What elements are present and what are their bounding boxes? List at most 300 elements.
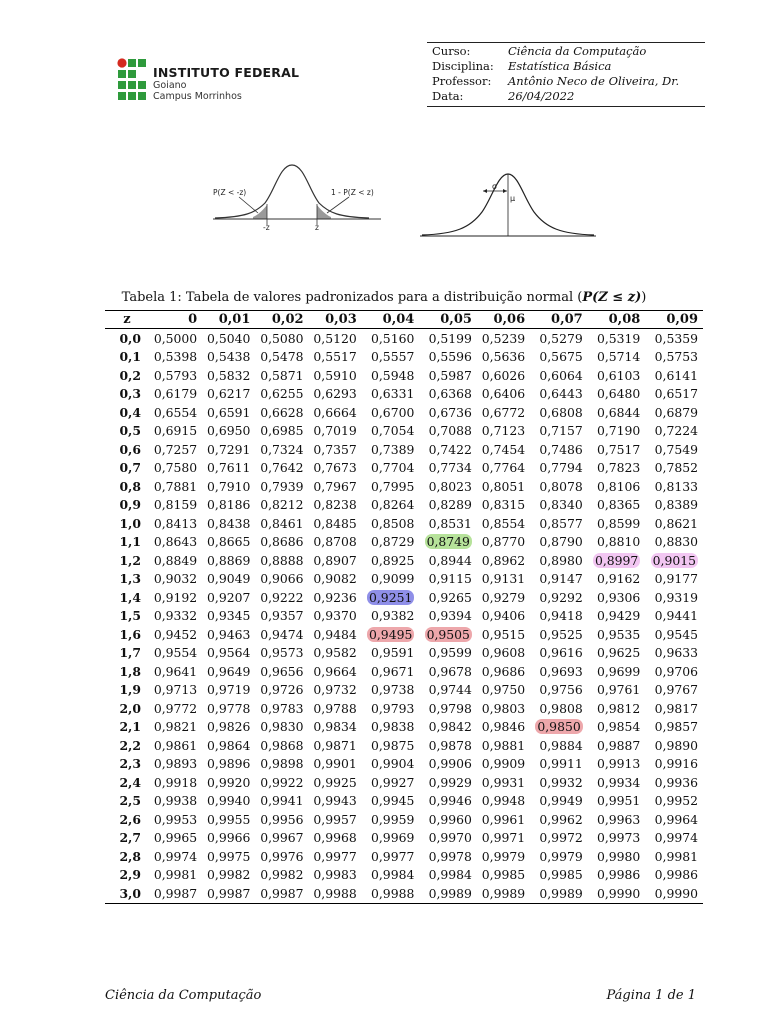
table-cell: 0,9971 — [481, 830, 526, 846]
table-row — [105, 681, 703, 700]
table-cell: 0,9986 — [596, 867, 641, 883]
table-cell: 0,5753 — [654, 349, 698, 365]
info-row-date — [427, 89, 705, 104]
table-row — [105, 403, 703, 422]
table-cell: 0,9778 — [207, 700, 251, 716]
table-cell: 0,8340 — [539, 497, 583, 513]
table-row — [105, 422, 703, 441]
table-cell: 0,9963 — [596, 811, 641, 827]
table-cell: 0,6179 — [153, 386, 198, 402]
table-cell: 0,8051 — [481, 478, 526, 494]
table-cell: 0,8554 — [481, 515, 526, 531]
table-cell: 0,9956 — [260, 811, 304, 827]
table-row — [105, 533, 703, 552]
table-cell: 0,7224 — [654, 423, 698, 439]
table-cell: 0,9952 — [654, 793, 698, 809]
table-cell: 0,8962 — [481, 552, 526, 568]
table-cell: 0,6331 — [370, 386, 415, 402]
table-cell: 0,9983 — [313, 867, 357, 883]
table-cell: 0,9901 — [313, 756, 357, 772]
table-row — [105, 699, 703, 718]
info-value: 26/04/2022 — [508, 89, 575, 103]
table-cell: 0,9968 — [313, 830, 357, 846]
table-cell: 0,9961 — [481, 811, 526, 827]
table-cell: 0,9941 — [260, 793, 304, 809]
table-row — [105, 810, 703, 829]
table-cell: 0,9977 — [313, 848, 357, 864]
table-cell: 0,9463 — [207, 626, 251, 642]
highlighted-value: 0,9850 — [537, 719, 581, 735]
table-cell: 0,7257 — [153, 441, 198, 457]
table-cell: 0,9545 — [654, 626, 698, 642]
table-cell: 0,5080 — [260, 330, 304, 346]
info-value: Estatística Básica — [508, 59, 612, 73]
table-cell: 0,9980 — [596, 848, 641, 864]
column-header: 0,01 — [202, 311, 255, 329]
table-cell: 0,8413 — [153, 515, 198, 531]
info-key: Professor: — [432, 74, 492, 88]
table-cell: 0,5948 — [370, 367, 415, 383]
table-row — [105, 847, 703, 866]
logo-title: INSTITUTO FEDERAL — [153, 65, 300, 80]
table-cell: 0,9474 — [260, 626, 304, 642]
row-z-value: 2,2 — [119, 737, 141, 753]
column-header: 0,08 — [588, 311, 646, 329]
table-row — [105, 644, 703, 663]
table-cell: 0,8888 — [260, 552, 304, 568]
table-cell: 0,7764 — [481, 460, 526, 476]
table-cell: 0,9838 — [370, 719, 415, 735]
table-cell: 0,5793 — [153, 367, 198, 383]
info-key: Curso: — [432, 44, 471, 58]
table-cell: 0,8830 — [654, 534, 698, 550]
table-cell: 0,9306 — [596, 589, 641, 605]
table-cell: 0,8389 — [654, 497, 698, 513]
table-cell: 0,5120 — [313, 330, 357, 346]
highlighted-value: 0,9251 — [368, 589, 413, 605]
table-header-row — [105, 311, 703, 329]
row-z-value: 1,6 — [119, 626, 141, 642]
table-cell: 0,9319 — [654, 589, 698, 605]
table-cell: 0,7389 — [370, 441, 415, 457]
table-cell: 0,9649 — [207, 663, 251, 679]
table-cell: 0,9535 — [596, 626, 641, 642]
table-row — [105, 588, 703, 607]
column-header: 0,09 — [645, 311, 703, 329]
table-cell — [419, 533, 477, 552]
table-cell: 0,9925 — [313, 774, 357, 790]
table-cell: 0,9564 — [207, 645, 251, 661]
highlighted-value: 0,8997 — [594, 552, 639, 568]
row-z-value: 1,7 — [119, 645, 141, 661]
table-cell: 0,8133 — [654, 478, 698, 494]
table-cell: 0,7939 — [260, 478, 304, 494]
table-cell: 0,9982 — [207, 867, 251, 883]
course-info — [427, 42, 705, 107]
table-row — [105, 829, 703, 848]
table-cell: 0,9974 — [153, 848, 198, 864]
table-cell: 0,9192 — [153, 589, 198, 605]
table-cell: 0,9515 — [481, 626, 526, 642]
column-header: 0,03 — [309, 311, 362, 329]
row-z-value: 1,9 — [119, 682, 141, 698]
table-cell: 0,9951 — [596, 793, 641, 809]
table-cell: 0,8621 — [654, 515, 698, 531]
table-cell: 0,9953 — [153, 811, 198, 827]
table-cell: 0,9989 — [419, 884, 477, 903]
table-cell: 0,6772 — [481, 404, 526, 420]
table-cell: 0,7995 — [370, 478, 415, 494]
table-cell: 0,8599 — [596, 515, 641, 531]
table-cell: 0,9898 — [260, 756, 304, 772]
table-cell: 0,9693 — [539, 663, 583, 679]
table-cell: 0,9934 — [596, 774, 641, 790]
table-cell: 0,8869 — [207, 552, 251, 568]
table-cell: 0,9932 — [539, 774, 583, 790]
table-cell: 0,6141 — [654, 367, 698, 383]
table-cell: 0,6985 — [260, 423, 304, 439]
table-cell: 0,8770 — [481, 534, 526, 550]
table-cell: 0,9913 — [596, 756, 641, 772]
info-value: Antônio Neco de Oliveira, Dr. — [508, 74, 680, 88]
table-cell: 0,9887 — [596, 737, 641, 753]
table-cell: 0,9986 — [654, 867, 698, 883]
normal-distribution-table — [105, 310, 703, 904]
table-cell: 0,9641 — [153, 663, 198, 679]
table-cell: 0,9977 — [370, 848, 415, 864]
table-cell — [362, 625, 420, 644]
table-cell: 0,7580 — [153, 460, 198, 476]
table-cell: 0,9719 — [207, 682, 251, 698]
row-z-value: 0,6 — [119, 441, 141, 457]
table-cell: 0,9896 — [207, 756, 251, 772]
table-cell: 0,6736 — [428, 404, 472, 420]
table-cell: 0,8365 — [596, 497, 641, 513]
table-cell: 0,9973 — [596, 830, 641, 846]
label-tick-right: z — [315, 223, 319, 232]
table-row — [105, 459, 703, 478]
label-left-tail: P(Z < -z) — [213, 188, 247, 197]
table-cell: 0,9975 — [207, 848, 251, 864]
row-z-value: 0,0 — [119, 330, 141, 346]
table-cell: 0,9744 — [428, 682, 472, 698]
table-cell: 0,5636 — [481, 349, 526, 365]
table-cell: 0,6217 — [207, 386, 251, 402]
table-cell: 0,7357 — [313, 441, 357, 457]
table-cell: 0,5359 — [654, 330, 698, 346]
table-cell: 0,9452 — [153, 626, 198, 642]
table-cell: 0,5199 — [428, 330, 472, 346]
table-cell: 0,5675 — [539, 349, 583, 365]
table-cell: 0,9699 — [596, 663, 641, 679]
table-cell: 0,8159 — [153, 497, 198, 513]
table-cell: 0,9599 — [428, 645, 472, 661]
table-cell: 0,9990 — [588, 884, 646, 903]
logo-line-2: Campus Morrinhos — [153, 91, 242, 102]
table-cell: 0,9525 — [539, 626, 583, 642]
table-cell: 0,9817 — [654, 700, 698, 716]
row-z-value: 0,9 — [119, 497, 141, 513]
table-cell: 0,8944 — [428, 552, 472, 568]
table-cell: 0,7088 — [428, 423, 472, 439]
table-cell: 0,5398 — [153, 349, 198, 365]
table-cell: 0,9854 — [596, 719, 641, 735]
table-cell: 0,8729 — [370, 534, 415, 550]
table-cell: 0,9656 — [260, 663, 304, 679]
table-cell: 0,6700 — [370, 404, 415, 420]
table-row — [105, 477, 703, 496]
row-z-value: 2,9 — [119, 867, 141, 883]
table-cell: 0,9909 — [481, 756, 526, 772]
table-cell: 0,9803 — [481, 700, 526, 716]
table-cell: 0,6026 — [481, 367, 526, 383]
table-cell: 0,9236 — [313, 589, 357, 605]
table-row — [105, 514, 703, 533]
table-cell: 0,9732 — [313, 682, 357, 698]
table-cell: 0,9904 — [370, 756, 415, 772]
table-cell: 0,8708 — [313, 534, 357, 550]
table-row — [105, 496, 703, 515]
table-cell: 0,9861 — [153, 737, 198, 753]
table-cell: 0,9625 — [596, 645, 641, 661]
table-cell: 0,8212 — [260, 497, 304, 513]
table-cell: 0,9987 — [255, 884, 308, 903]
row-z-value: 2,4 — [119, 774, 141, 790]
table-cell: 0,9798 — [428, 700, 472, 716]
row-z-value: 0,8 — [119, 478, 141, 494]
row-z-value: 2,6 — [119, 811, 141, 827]
table-row — [105, 385, 703, 404]
institution-logo — [117, 58, 300, 102]
table-cell: 0,9979 — [481, 848, 526, 864]
table-cell: 0,9633 — [654, 645, 698, 661]
column-header: 0,04 — [362, 311, 420, 329]
table-row — [105, 755, 703, 774]
table-cell: 0,6517 — [654, 386, 698, 402]
table-cell: 0,8023 — [428, 478, 472, 494]
table-cell: 0,5239 — [481, 330, 526, 346]
table-cell: 0,9162 — [596, 571, 641, 587]
normal-curve-figure — [420, 160, 600, 240]
table-cell: 0,8264 — [370, 497, 415, 513]
table-cell: 0,9984 — [428, 867, 472, 883]
table-cell: 0,9177 — [654, 571, 698, 587]
row-z-value: 1,3 — [119, 571, 141, 587]
table-cell: 0,9573 — [260, 645, 304, 661]
row-z-value: 0,4 — [119, 404, 141, 420]
table-cell — [588, 551, 646, 570]
table-cell: 0,8643 — [153, 534, 198, 550]
row-z-value: 0,1 — [119, 349, 141, 365]
table-cell: 0,9962 — [539, 811, 583, 827]
table-cell: 0,9990 — [645, 884, 703, 903]
table-cell: 0,7734 — [428, 460, 472, 476]
table-cell: 0,7422 — [428, 441, 472, 457]
row-z-value: 1,2 — [119, 552, 141, 568]
table-cell: 0,9864 — [207, 737, 251, 753]
table-cell: 0,8849 — [153, 552, 198, 568]
row-z-value: 1,8 — [119, 663, 141, 679]
table-cell: 0,9382 — [370, 608, 415, 624]
table-row — [105, 607, 703, 626]
table-cell: 0,6293 — [313, 386, 357, 402]
table-cell: 0,8810 — [596, 534, 641, 550]
table-cell: 0,5279 — [539, 330, 583, 346]
table-cell: 0,9981 — [654, 848, 698, 864]
table-cell: 0,7852 — [654, 460, 698, 476]
table-cell: 0,9868 — [260, 737, 304, 753]
table-row — [105, 866, 703, 885]
row-z-value: 1,5 — [119, 608, 141, 624]
table-cell: 0,7157 — [539, 423, 583, 439]
table-cell: 0,6554 — [153, 404, 198, 420]
table-cell: 0,9332 — [153, 608, 198, 624]
table-cell: 0,5478 — [260, 349, 304, 365]
table-cell: 0,7324 — [260, 441, 304, 457]
table-cell: 0,6591 — [207, 404, 251, 420]
footer-left: Ciência da Computação — [105, 988, 262, 1003]
info-key: Disciplina: — [432, 59, 494, 73]
table-cell: 0,9890 — [654, 737, 698, 753]
table-cell: 0,8078 — [539, 478, 583, 494]
table-cell: 0,7190 — [596, 423, 641, 439]
table-cell: 0,6103 — [596, 367, 641, 383]
table-cell: 0,9750 — [481, 682, 526, 698]
table-cell: 0,9429 — [596, 608, 641, 624]
table-cell: 0,9955 — [207, 811, 251, 827]
table-cell: 0,8925 — [370, 552, 415, 568]
table-cell: 0,9982 — [260, 867, 304, 883]
row-z-value: 1,4 — [119, 589, 141, 605]
table-cell — [530, 718, 588, 737]
table-cell: 0,5714 — [596, 349, 641, 365]
table-cell: 0,8686 — [260, 534, 304, 550]
table-cell: 0,9920 — [207, 774, 251, 790]
footer-page-number: Página 1 de 1 — [606, 988, 696, 1003]
table-cell: 0,5040 — [207, 330, 251, 346]
row-z-value: 2,1 — [119, 719, 141, 735]
table-cell: 0,9940 — [207, 793, 251, 809]
table-cell: 0,9788 — [313, 700, 357, 716]
table-cell: 0,9960 — [428, 811, 472, 827]
table-cell: 0,6664 — [313, 404, 357, 420]
table-cell: 0,9265 — [428, 589, 472, 605]
table-row — [105, 570, 703, 589]
table-cell: 0,6443 — [539, 386, 583, 402]
table-cell: 0,9418 — [539, 608, 583, 624]
caption-formula: P(Z ≤ z) — [582, 290, 642, 305]
table-cell: 0,9394 — [428, 608, 472, 624]
table-row — [105, 625, 703, 644]
table-cell: 0,9484 — [313, 626, 357, 642]
table-row — [105, 329, 703, 348]
table-cell: 0,7673 — [313, 460, 357, 476]
table-cell: 0,9981 — [153, 867, 198, 883]
table-body — [105, 329, 703, 904]
table-cell: 0,9987 — [149, 884, 202, 903]
table-cell: 0,5910 — [313, 367, 357, 383]
table-caption — [0, 290, 768, 305]
table-cell: 0,9988 — [309, 884, 362, 903]
table-cell: 0,7910 — [207, 478, 251, 494]
table-cell: 0,6808 — [539, 404, 583, 420]
table-cell: 0,9032 — [153, 571, 198, 587]
table-cell: 0,5000 — [153, 330, 198, 346]
table-cell: 0,9927 — [370, 774, 415, 790]
table-cell: 0,9207 — [207, 589, 251, 605]
table-header — [105, 311, 703, 329]
row-z-value: 2,0 — [119, 700, 141, 716]
table-cell: 0,9978 — [428, 848, 472, 864]
info-row-professor — [427, 74, 705, 89]
table-cell: 0,9761 — [596, 682, 641, 698]
table-cell: 0,9357 — [260, 608, 304, 624]
table-cell: 0,8665 — [207, 534, 251, 550]
table-cell: 0,9292 — [539, 589, 583, 605]
table-cell: 0,7794 — [539, 460, 583, 476]
table-cell: 0,9082 — [313, 571, 357, 587]
highlighted-value: 0,9505 — [426, 626, 470, 642]
table-cell: 0,7454 — [481, 441, 526, 457]
table-cell: 0,9969 — [370, 830, 415, 846]
table-cell: 0,9821 — [153, 719, 198, 735]
table-cell: 0,9554 — [153, 645, 198, 661]
table-row — [105, 792, 703, 811]
table-cell: 0,7019 — [313, 423, 357, 439]
info-row-discipline — [427, 59, 705, 74]
table-cell — [645, 551, 703, 570]
table-cell: 0,9222 — [260, 589, 304, 605]
table-cell: 0,8907 — [313, 552, 357, 568]
table-cell: 0,9964 — [654, 811, 698, 827]
caption-suffix: ) — [641, 290, 647, 305]
highlighted-value: 0,9495 — [368, 626, 413, 642]
table-cell: 0,9987 — [202, 884, 255, 903]
table-cell: 0,7881 — [153, 478, 198, 494]
table-cell: 0,7704 — [370, 460, 415, 476]
table-cell: 0,7123 — [481, 423, 526, 439]
row-z-value: 2,5 — [119, 793, 141, 809]
table-cell: 0,8186 — [207, 497, 251, 513]
table-cell: 0,9406 — [481, 608, 526, 624]
table-cell: 0,9857 — [654, 719, 698, 735]
table-cell: 0,9345 — [207, 608, 251, 624]
table-cell: 0,9131 — [481, 571, 526, 587]
table-cell: 0,9916 — [654, 756, 698, 772]
table-cell: 0,9686 — [481, 663, 526, 679]
table-cell: 0,7823 — [596, 460, 641, 476]
table-cell: 0,7611 — [207, 460, 251, 476]
table-cell: 0,9793 — [370, 700, 415, 716]
info-row-course — [427, 44, 705, 59]
label-sigma: σ — [492, 182, 498, 191]
table-cell: 0,9881 — [481, 737, 526, 753]
table-cell: 0,9706 — [654, 663, 698, 679]
table-cell: 0,9974 — [654, 830, 698, 846]
table-cell: 0,9988 — [362, 884, 420, 903]
table-cell: 0,9066 — [260, 571, 304, 587]
table-cell: 0,5160 — [370, 330, 415, 346]
table-cell: 0,9893 — [153, 756, 198, 772]
logo-mark-icon — [117, 58, 147, 100]
table-cell: 0,8461 — [260, 515, 304, 531]
row-z-value: 1,1 — [119, 534, 141, 550]
table-cell: 0,9911 — [539, 756, 583, 772]
table-cell: 0,9830 — [260, 719, 304, 735]
table-cell: 0,8438 — [207, 515, 251, 531]
table-cell: 0,9783 — [260, 700, 304, 716]
table-cell: 0,9976 — [260, 848, 304, 864]
